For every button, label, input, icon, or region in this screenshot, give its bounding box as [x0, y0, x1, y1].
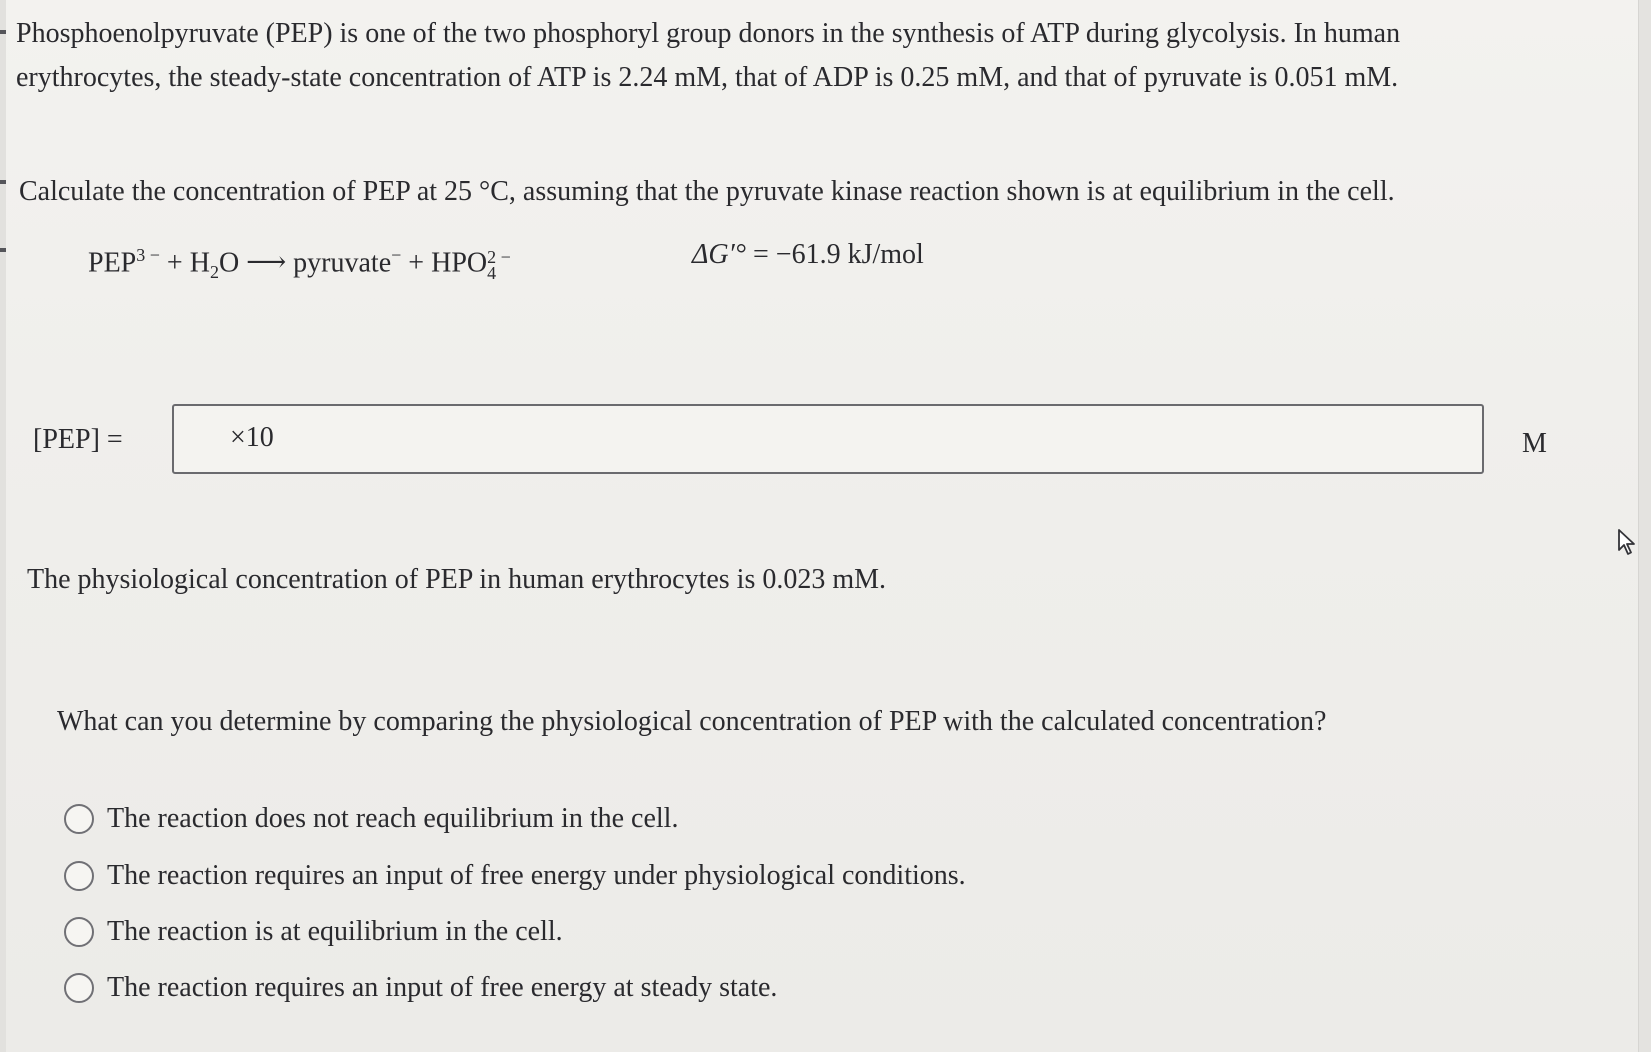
left-gutter [0, 0, 6, 1052]
answer-option-label: The reaction is at equilibrium in the cell. [107, 916, 563, 947]
answer-option-4[interactable] [64, 966, 777, 1010]
scientific-notation-multiplier: ×10 [230, 422, 274, 453]
reactant-water-o: O [218, 247, 240, 279]
delta-g-symbol: ΔG′° [692, 239, 746, 270]
reactant-water-subscript: 2 [209, 261, 219, 282]
reactant-pep-charge: 3 − [136, 245, 160, 265]
gutter-marker [0, 30, 6, 34]
product-phosphate-charge: 2 − [487, 246, 511, 267]
answer-option-label: The reaction does not reach equilibrium in the cell. [107, 803, 679, 834]
reaction-arrow-icon: ⟶ [246, 247, 287, 279]
product-phosphate: HPO [431, 247, 488, 279]
reactant-pep: PEP [88, 247, 137, 279]
radio-button-icon[interactable] [64, 973, 94, 1003]
product-phosphate-subscript: 4 [487, 262, 497, 283]
product-pyruvate: pyruvate [293, 247, 392, 279]
radio-button-icon[interactable] [64, 804, 94, 834]
delta-g-expression [692, 233, 924, 277]
comparison-question: What can you determine by comparing the physiological concentration of PEP with the calculated concentration? [57, 706, 1327, 737]
problem-intro-line-2: erythrocytes, the steady-state concentration of ATP is 2.24 mM, that of ADP is 0.25 mM, and that of pyruvate is 0.051 mM. [16, 62, 1399, 93]
mouse-pointer-icon [1616, 528, 1640, 556]
answer-option-1[interactable] [64, 797, 678, 841]
problem-intro-line-1: Phosphoenolpyruvate (PEP) is one of the two phosphoryl group donors in the synthesis of ATP during glycolysis. In human [16, 18, 1401, 49]
reactant-water-h: H [189, 247, 210, 279]
pep-answer-input[interactable] [172, 404, 1484, 474]
gutter-marker [0, 180, 6, 184]
calculation-question: Calculate the concentration of PEP at 25 °C, assuming that the pyruvate kinase reaction shown is at equilibrium in the cell. [19, 176, 1395, 207]
pep-answer-label: [PEP] = [33, 424, 123, 455]
answer-option-2[interactable] [64, 854, 966, 898]
product-pyruvate-charge: − [391, 245, 402, 265]
radio-button-icon[interactable] [64, 917, 94, 947]
radio-button-icon[interactable] [64, 861, 94, 891]
answer-unit: M [1522, 428, 1547, 459]
answer-option-3[interactable] [64, 910, 563, 954]
plus-sign: + [408, 247, 425, 279]
gutter-marker [0, 248, 6, 252]
answer-option-label: The reaction requires an input of free energy at steady state. [107, 972, 778, 1003]
reaction-equation [88, 233, 511, 294]
plus-sign: + [166, 247, 183, 279]
right-edge-strip [1638, 0, 1651, 1052]
delta-g-value: = −61.9 kJ/mol [752, 239, 924, 270]
problem-intro [16, 12, 1400, 100]
physiological-concentration-note: The physiological concentration of PEP in human erythrocytes is 0.023 mM. [27, 564, 887, 595]
answer-option-label: The reaction requires an input of free energy under physiological conditions. [107, 860, 966, 891]
